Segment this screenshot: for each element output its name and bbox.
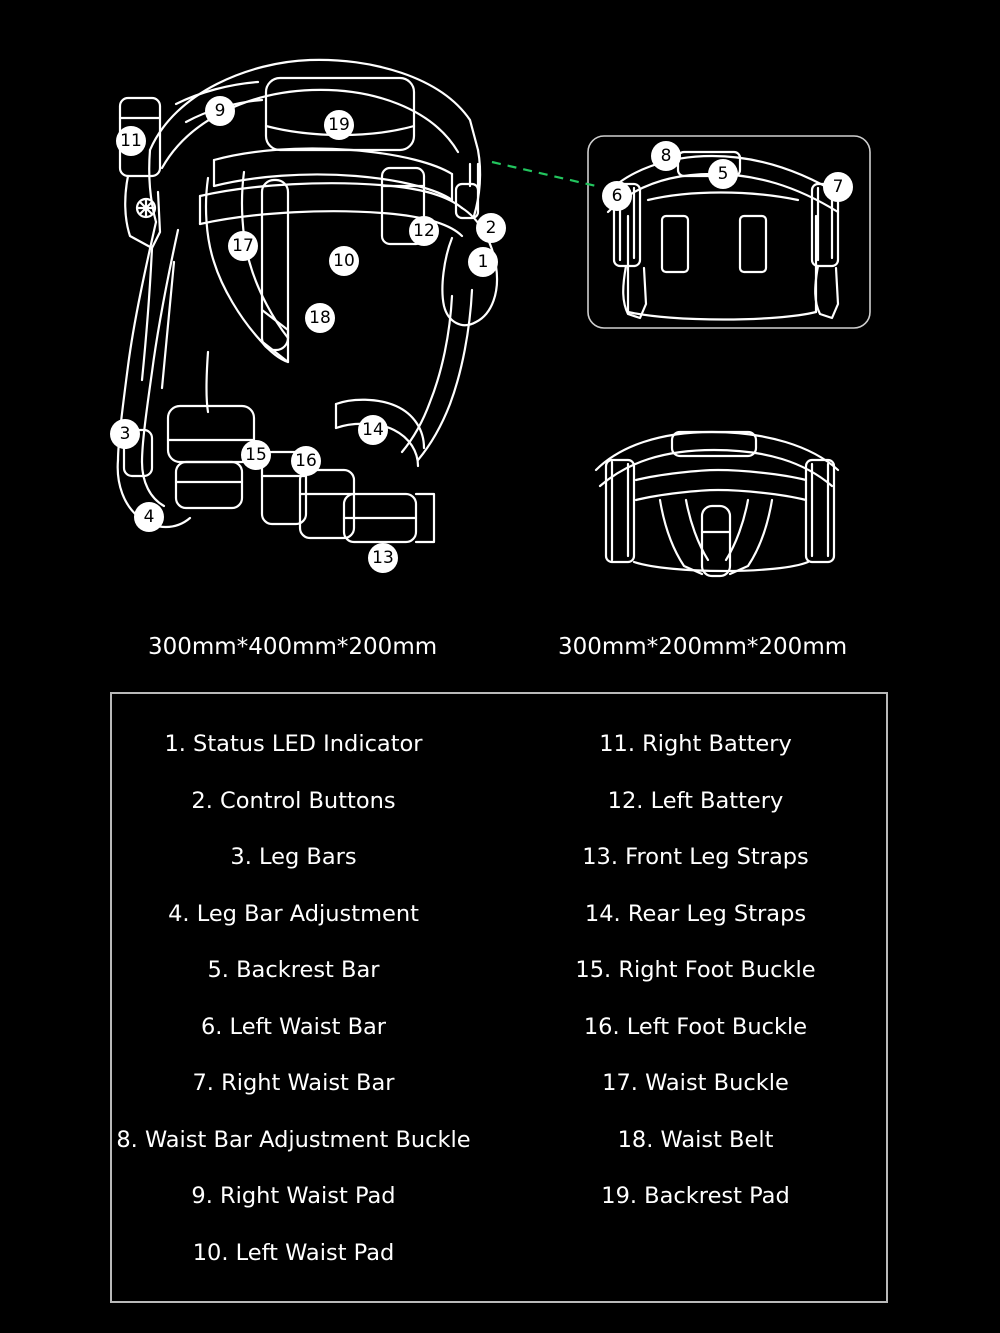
callout-15: 15 bbox=[241, 440, 271, 470]
callout-2: 2 bbox=[476, 213, 506, 243]
callout-3: 3 bbox=[110, 419, 140, 449]
legend-item: 6. Left Waist Bar bbox=[200, 1013, 387, 1040]
legend-item: 8. Waist Bar Adjustment Buckle bbox=[116, 1126, 471, 1153]
callout-19: 19 bbox=[324, 110, 354, 140]
caption-folded-view: 300mm*200mm*200mm bbox=[558, 634, 848, 660]
callout-12: 12 bbox=[409, 216, 439, 246]
callout-11: 11 bbox=[116, 126, 146, 156]
legend-item: 18. Waist Belt bbox=[617, 1126, 774, 1153]
legend-item: 17. Waist Buckle bbox=[602, 1070, 789, 1096]
callout-6: 6 bbox=[602, 181, 632, 211]
callout-7: 7 bbox=[823, 172, 853, 202]
legend-item: 3. Leg Bars bbox=[230, 844, 357, 870]
legend-box bbox=[110, 692, 888, 1303]
legend-item: 4. Leg Bar Adjustment bbox=[168, 900, 419, 927]
legend-item: 15. Right Foot Buckle bbox=[575, 957, 816, 983]
callout-10: 10 bbox=[329, 246, 359, 276]
legend-item: 19. Backrest Pad bbox=[601, 1183, 790, 1209]
callout-1: 1 bbox=[468, 247, 498, 277]
legend-item: 10. Left Waist Pad bbox=[192, 1239, 395, 1266]
caption-main-view: 300mm*400mm*200mm bbox=[148, 634, 438, 660]
legend-column-right bbox=[499, 716, 886, 1301]
legend-item: 13. Front Leg Straps bbox=[582, 844, 809, 870]
callout-8: 8 bbox=[651, 141, 681, 171]
legend-item: 9. Right Waist Pad bbox=[191, 1183, 396, 1209]
callout-14: 14 bbox=[358, 415, 388, 445]
leader-line bbox=[492, 162, 596, 186]
callout-9: 9 bbox=[205, 96, 235, 126]
diagram-area bbox=[0, 0, 1000, 615]
legend-item: 14. Rear Leg Straps bbox=[584, 900, 807, 927]
legend-item: 5. Backrest Bar bbox=[207, 957, 380, 983]
callout-5: 5 bbox=[708, 159, 738, 189]
legend-item: 1. Status LED Indicator bbox=[164, 731, 423, 757]
callout-4: 4 bbox=[134, 502, 164, 532]
legend-columns bbox=[112, 694, 886, 1301]
callout-17: 17 bbox=[228, 231, 258, 261]
callout-16: 16 bbox=[291, 446, 321, 476]
legend-item: 12. Left Battery bbox=[607, 787, 784, 814]
legend-item: 2. Control Buttons bbox=[191, 787, 396, 814]
legend-item: 16. Left Foot Buckle bbox=[583, 1013, 808, 1040]
legend-item: 7. Right Waist Bar bbox=[192, 1070, 395, 1096]
legend-column-left bbox=[112, 716, 499, 1301]
callout-13: 13 bbox=[368, 543, 398, 573]
legend-item: 11. Right Battery bbox=[599, 731, 792, 757]
callout-18: 18 bbox=[305, 303, 335, 333]
